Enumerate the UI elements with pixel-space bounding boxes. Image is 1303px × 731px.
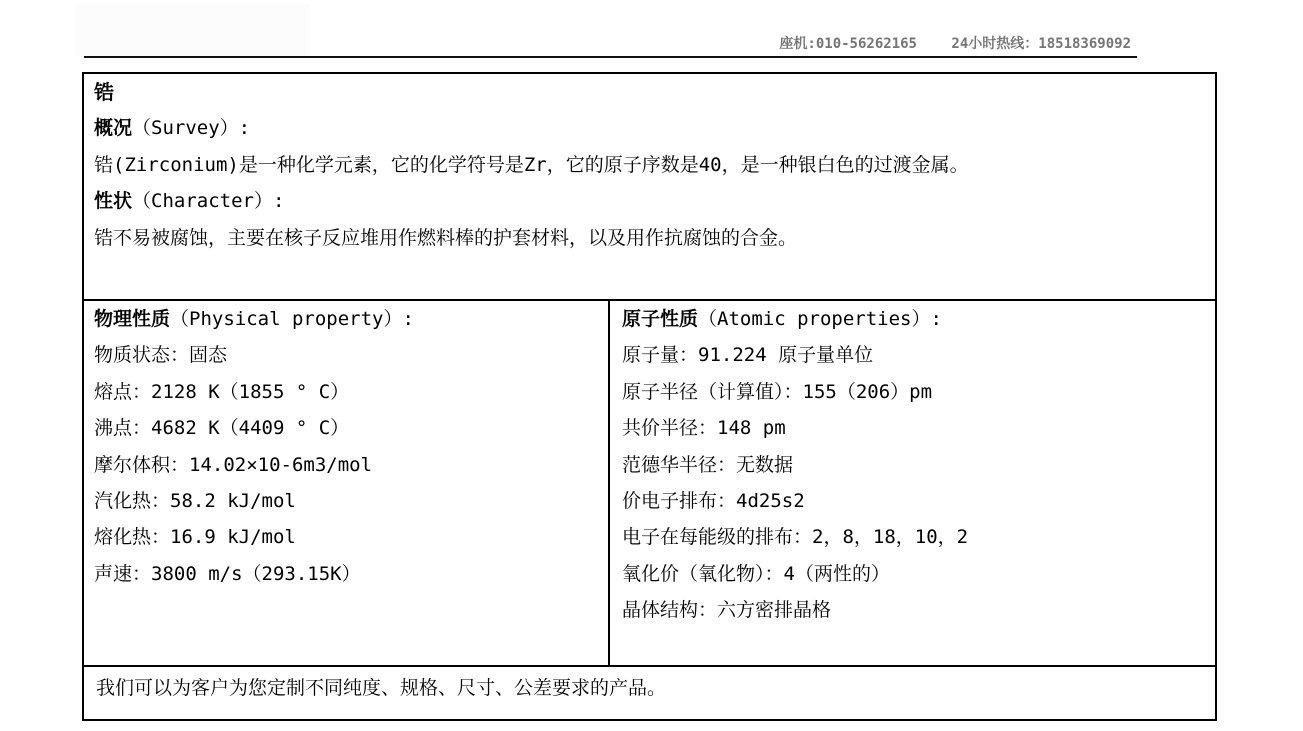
- atomic-properties-cell: [610, 301, 1215, 665]
- element-info-table: [82, 72, 1217, 721]
- property-line: 物质状态：固态: [94, 344, 228, 367]
- contact-header: [779, 33, 1131, 53]
- landline-number: 座机:010-56262165: [779, 36, 917, 52]
- property-line: 汽化热：58.2 kJ/mol: [94, 490, 296, 513]
- property-line: 熔化热：16.9 kJ/mol: [94, 526, 296, 549]
- character-heading-cn: 性状: [94, 190, 133, 213]
- property-line: 声速：3800 m/s（293.15K）: [94, 562, 361, 585]
- survey-heading-cn: 概况: [94, 117, 133, 140]
- element-title: 锆: [94, 80, 114, 104]
- header-divider: [84, 56, 1137, 58]
- atomic-properties-list: [622, 337, 1205, 628]
- physical-heading-cn: 物理性质: [94, 308, 171, 330]
- property-line: 沸点：4682 K（4409 ° C）: [94, 417, 350, 440]
- character-heading-en: （Character）:: [132, 190, 285, 213]
- property-line: 晶体结构：六方密排晶格: [622, 599, 832, 622]
- atomic-heading-en: （Atomic properties）:: [698, 308, 942, 330]
- physical-heading: [94, 301, 598, 337]
- property-line: 氧化价（氧化物）：4（两性的）: [622, 562, 890, 585]
- hotline-number: 24小时热线：18518369092: [951, 36, 1131, 52]
- properties-section: [84, 301, 1215, 667]
- character-heading: [94, 183, 1203, 219]
- logo-watermark: [75, 4, 310, 56]
- property-line: 原子量：91.224 原子量单位: [622, 344, 874, 367]
- custom-products-note: 我们可以为客户为您定制不同纯度、规格、尺寸、公差要求的产品。: [96, 677, 667, 699]
- property-line: 共价半径：148 pm: [622, 417, 786, 440]
- physical-properties-cell: [84, 301, 610, 665]
- property-line: 原子半径（计算值）：155（206）pm: [622, 380, 933, 403]
- survey-text: 锆(Zirconium)是一种化学元素，它的化学符号是Zr，它的原子序数是40，是一种银白色的过渡金属。: [94, 153, 969, 176]
- intro-section: [84, 74, 1215, 301]
- atomic-heading: [622, 301, 1205, 337]
- property-line: 熔点：2128 K（1855 ° C）: [94, 380, 350, 403]
- character-text: 锆不易被腐蚀，主要在核子反应堆用作燃料棒的护套材料，以及用作抗腐蚀的合金。: [94, 226, 798, 249]
- property-line: 价电子排布：4d25s2: [622, 490, 805, 513]
- property-line: 电子在每能级的排布：2，8，18，10，2: [622, 526, 969, 549]
- footer-note-section: [84, 667, 1215, 718]
- physical-heading-en: （Physical property）:: [170, 308, 414, 330]
- property-line: 摩尔体积：14.02×10-6m3/mol: [94, 453, 373, 476]
- survey-heading: [94, 110, 1203, 146]
- atomic-heading-cn: 原子性质: [622, 308, 699, 330]
- survey-heading-en: （Survey）:: [132, 117, 251, 140]
- physical-properties-list: [94, 337, 598, 592]
- property-line: 范德华半径：无数据: [622, 453, 794, 476]
